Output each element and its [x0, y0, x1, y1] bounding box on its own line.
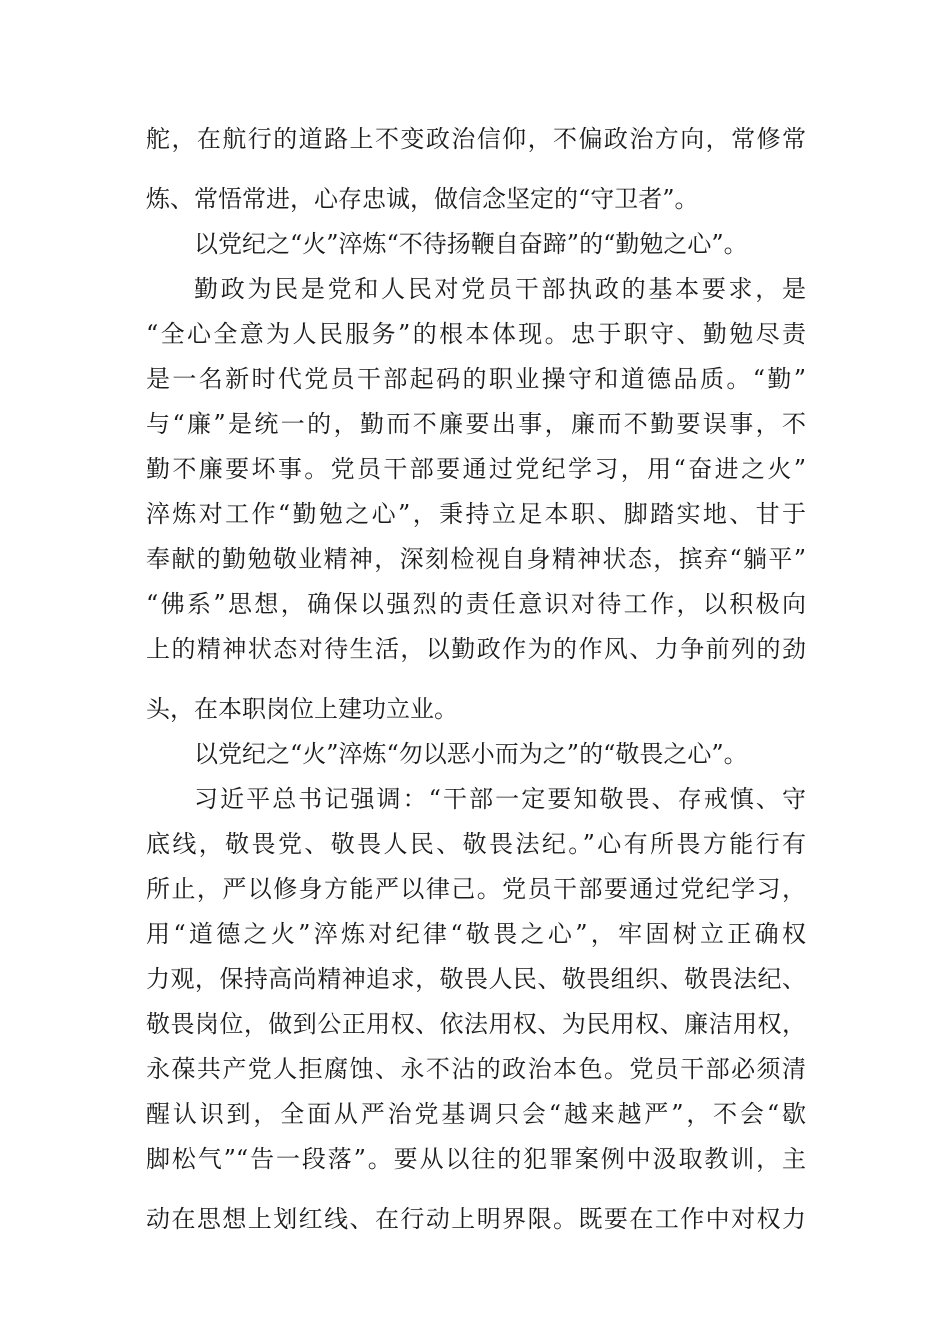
text-line: 勤不廉要坏事。党员干部要通过党纪学习，用“奋进之火”: [146, 455, 806, 483]
text-line: 与“廉”是统一的，勤而不廉要出事，廉而不勤要误事，不: [146, 410, 806, 438]
text-line: 是一名新时代党员干部起码的职业操守和道德品质。“勤”: [146, 365, 806, 393]
text-line: “全心全意为人民服务”的根本体现。忠于职守、勤勉尽责: [146, 320, 806, 348]
text-line: 脚松气”“告一段落”。要从以往的犯罪案例中汲取教训，主: [146, 1145, 806, 1173]
paragraph-first-line: 勤政为民是党和人民对党员干部执政的基本要求，是: [194, 275, 806, 303]
text-line: 敬畏岗位，做到公正用权、依法用权、为民用权、廉洁用权，: [146, 1010, 806, 1038]
text-line: 所止，严以修身方能严以律己。党员干部要通过党纪学习，: [146, 875, 806, 903]
section-heading: 以党纪之“火”淬炼“勿以恶小而为之”的“敬畏之心”。: [194, 740, 748, 768]
text-line: 底线，敬畏党、敬畏人民、敬畏法纪。”心有所畏方能行有: [146, 830, 806, 858]
text-line: 醒认识到，全面从严治党基调只会“越来越严”，不会“歇: [146, 1100, 806, 1128]
text-line: 头，在本职岗位上建功立业。: [146, 695, 458, 723]
text-line: 奉献的勤勉敬业精神，深刻检视自身精神状态，摈弃“躺平”: [146, 545, 806, 573]
section-heading: 以党纪之“火”淬炼“不待扬鞭自奋蹄”的“勤勉之心”。: [194, 230, 748, 258]
text-line: 用“道德之火”淬炼对纪律“敬畏之心”，牢固树立正确权: [146, 920, 806, 948]
text-line: 淬炼对工作“勤勉之心”，秉持立足本职、脚踏实地、甘于: [146, 500, 806, 528]
text-line: 炼、常悟常进，心存忠诚，做信念坚定的“守卫者”。: [146, 185, 699, 213]
text-line: “佛系”思想，确保以强烈的责任意识对待工作，以积极向: [146, 590, 806, 618]
text-line: 永葆共产党人拒腐蚀、永不沾的政治本色。党员干部必须清: [146, 1055, 806, 1083]
text-line: 力观，保持高尚精神追求，敬畏人民、敬畏组织、敬畏法纪、: [146, 965, 806, 993]
paragraph-first-line: 习近平总书记强调：“干部一定要知敬畏、存戒慎、守: [194, 785, 806, 813]
text-line: 动在思想上划红线、在行动上明界限。既要在工作中对权力: [146, 1205, 806, 1233]
text-line: 上的精神状态对待生活，以勤政作为的作风、力争前列的劲: [146, 635, 806, 663]
text-line: 舵，在航行的道路上不变政治信仰，不偏政治方向，常修常: [146, 125, 806, 153]
